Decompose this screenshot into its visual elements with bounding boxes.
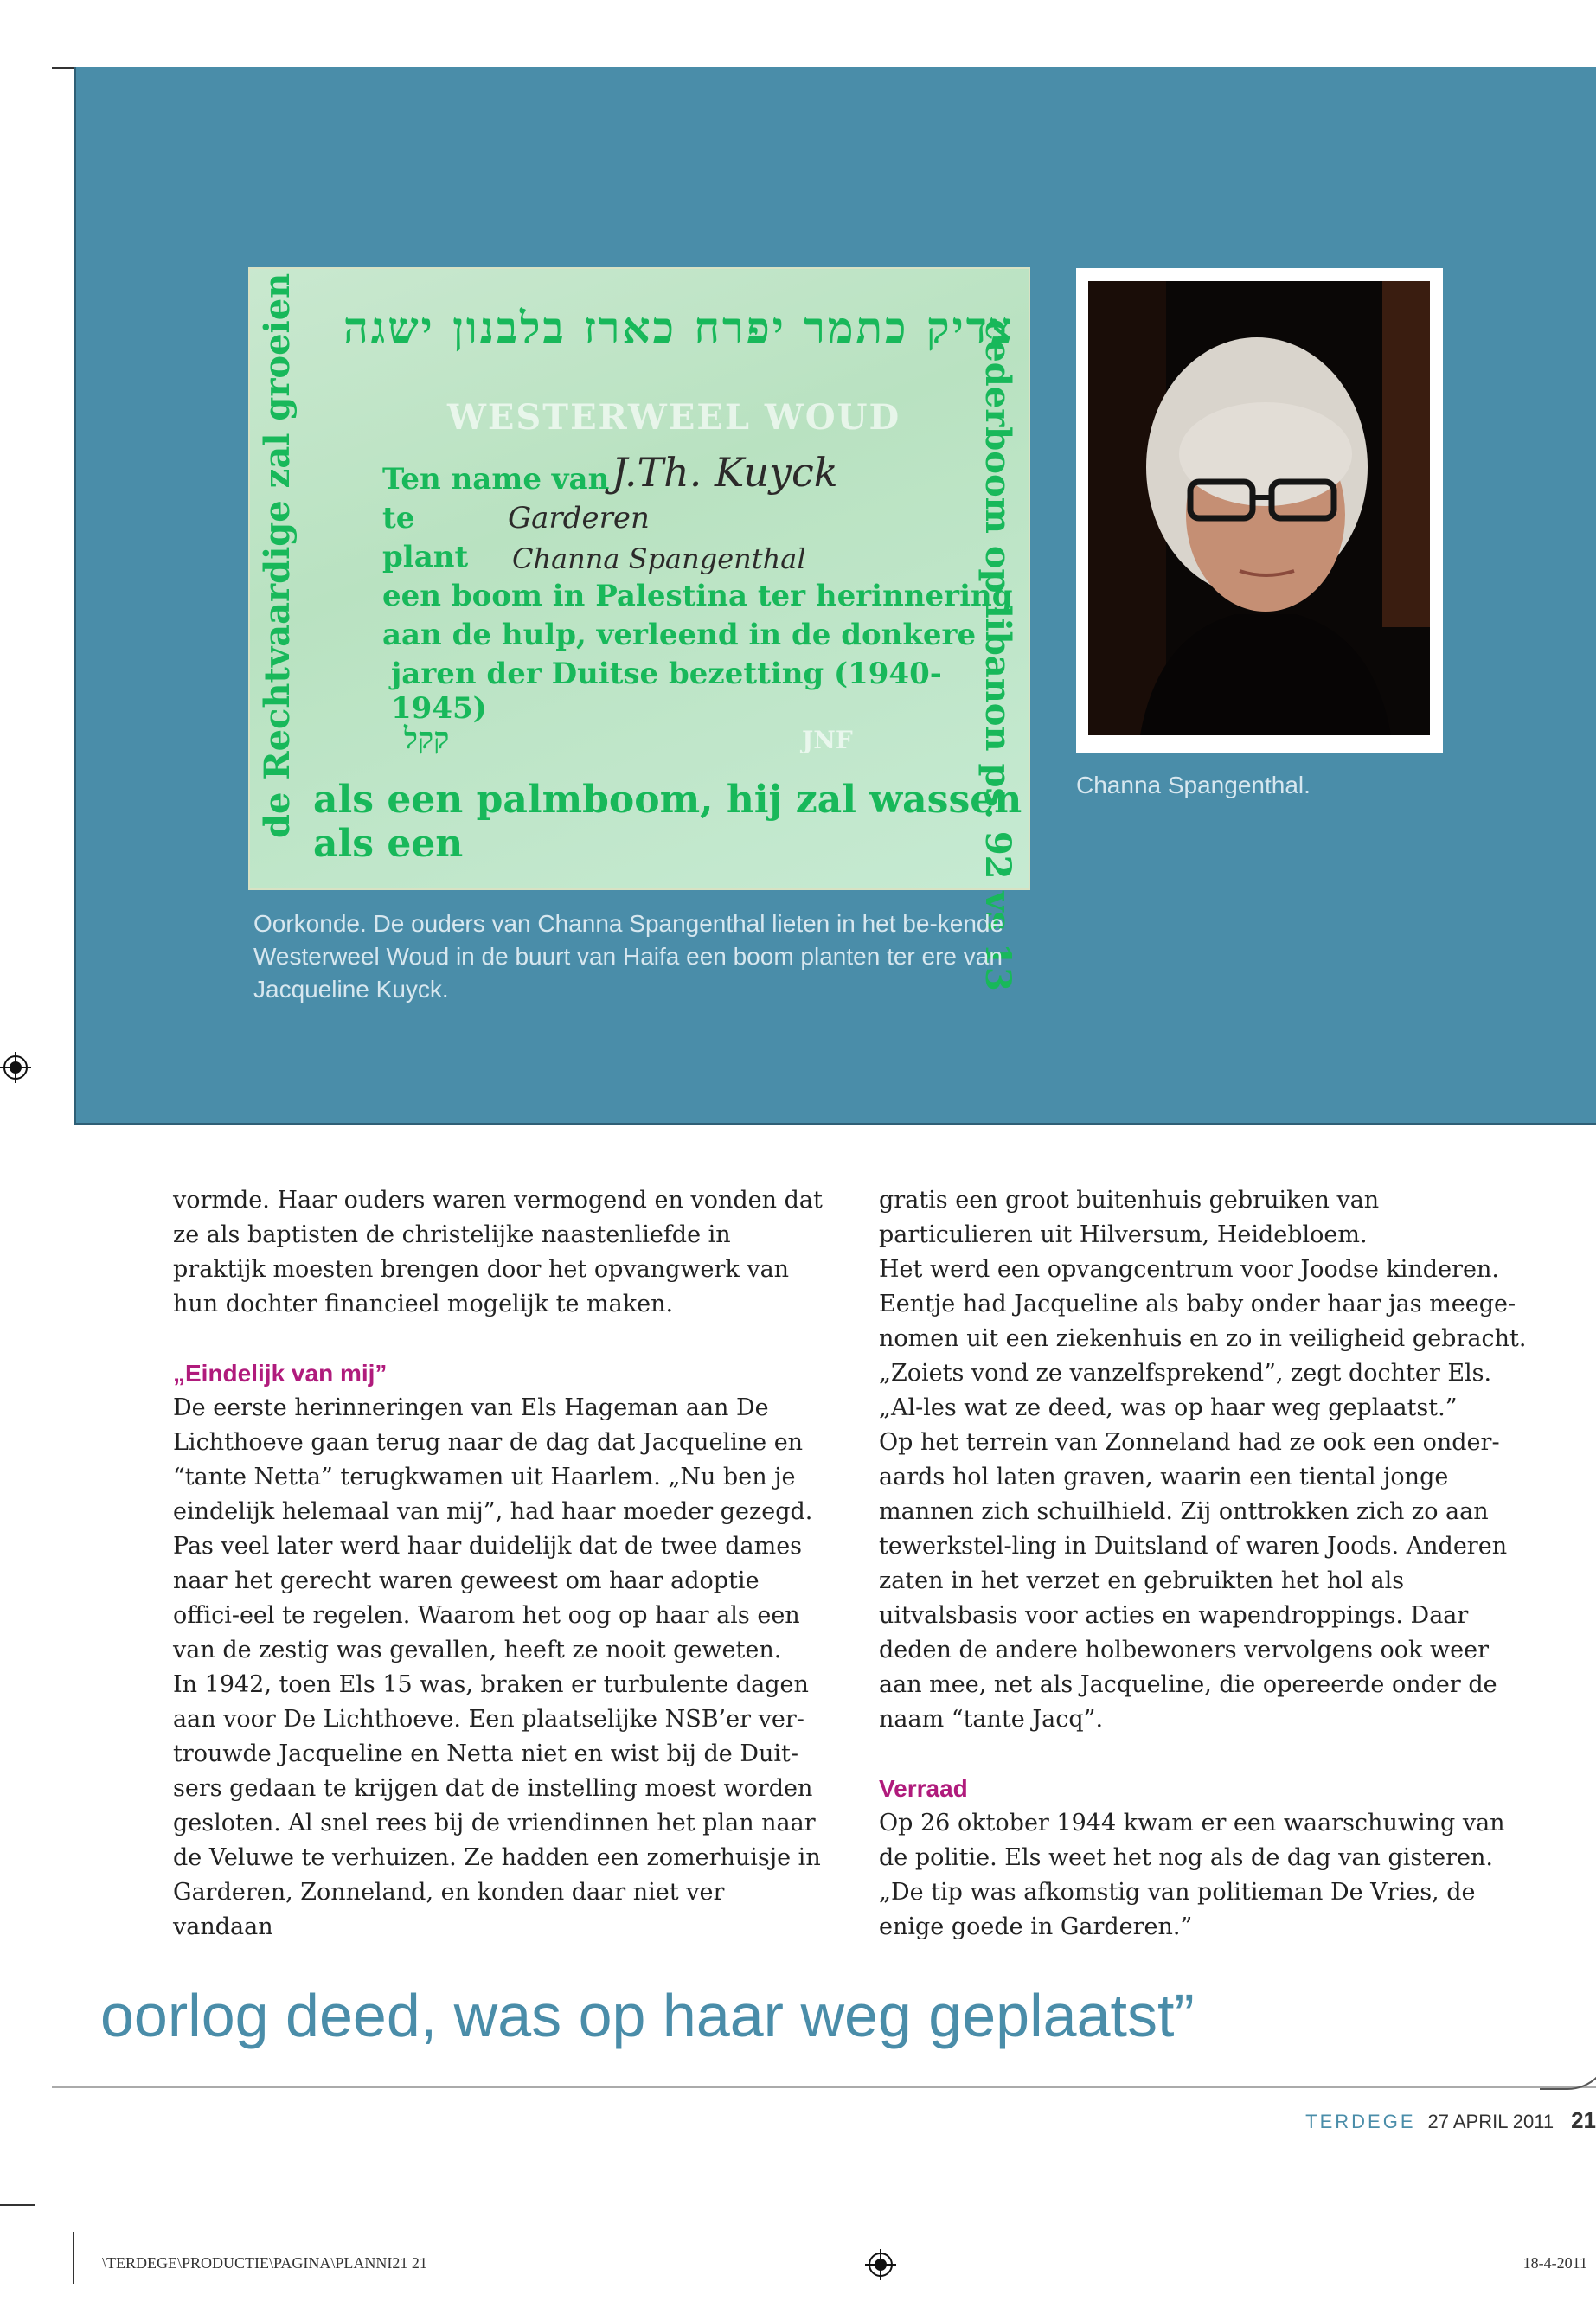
- portrait-caption: Channa Spangenthal.: [1076, 772, 1311, 798]
- certificate-watermark: WESTERWEEL WOUD: [447, 397, 901, 438]
- crop-mark-bottom-left: [0, 2204, 35, 2206]
- certificate-caption: Oorkonde. De ouders van Channa Spangenthal lieten in het be-kende Westerweel Woud in de buurt van Haifa een boom planten ter ere van Jacqueline Kuyck.: [253, 910, 1004, 1003]
- registration-mark-icon: [865, 2249, 896, 2280]
- folio-page-number: 21: [1571, 2107, 1596, 2133]
- certificate-value-name: J.Th. Kuyck: [612, 449, 838, 496]
- paragraph: gratis een groot buitenhuis gebruiken van particulieren uit Hilversum, Heidebloem.: [879, 1187, 1380, 1248]
- registration-mark-icon: [0, 1052, 31, 1083]
- certificate-jnf-mark: JNF: [802, 726, 853, 754]
- certificate-bottom-verse: als een palmboom, hij zal wassen als een: [313, 778, 1022, 866]
- portrait-frame: [1076, 268, 1443, 753]
- certificate-left-border-text: de Rechtvaardige zal groeien: [257, 272, 298, 838]
- slug-date: 18-4-2011: [1522, 2254, 1587, 2272]
- subheading: „Eindelijk van mij”: [173, 1360, 388, 1387]
- article-column-left: [173, 1183, 830, 1945]
- certificate-hebrew-initials: קקל: [404, 721, 450, 756]
- certificate-label-place: te: [382, 501, 415, 535]
- paragraph: In 1942, toen Els 15 was, braken er turbulente dagen aan voor De Lichthoeve. Een plaatselijke NSB’er ver-trouwde Jacqueline en Netta niet en wist bij de Duit-sers gedaan te krijgen dat de instelling moest worden gesloten. Al snel rees bij de vriendinnen het plan naar de Veluwe te verhuizen. Ze hadden een zomerhuisje in Garderen, Zonneland, en konden daar niet ver vandaan: [173, 1671, 821, 1940]
- paragraph: Op het terrein van Zonneland had ze ook een onder-aards hol laten graven, waarin een tiental jonge mannen zich schuilhield. Zij onttrokken zich zo aan tewerkstel-ling in Duitsland of waren Joods. Anderen zaten in het verzet en gebruikten het hol als uitvalsbasis voor acties en wapendroppings. Daar deden de andere holbewoners vervolgens ook weer aan mee, net als Jacqueline, die opereerde onder de naam “tante Jacq”.: [879, 1429, 1508, 1733]
- certificate-label-plant: plant: [382, 540, 469, 574]
- certificate-line-help: aan de hulp, verleend in de donkere: [382, 618, 977, 652]
- crop-mark-bottom-vertical: [73, 2232, 74, 2284]
- folio: [1305, 2107, 1596, 2134]
- slug-file-path: \TERDEGE\PRODUCTIE\PAGINA\PLANNI21 21: [102, 2254, 427, 2272]
- certificate-right-border-text: cederboom op libanon ps. 92 vs 13: [977, 319, 1018, 991]
- portrait-photo: [1088, 281, 1430, 735]
- paragraph: De eerste herinneringen van Els Hageman aan De Lichthoeve gaan terug naar de dag dat Jacqueline en “tante Netta” terugkwamen uit Haarlem. „Nu ben je eindelijk helemaal van mij”, had haar moeder gezegd. Pas veel later werd haar duidelijk dat de twee dames naar het gerecht waren geweest om haar adoptie offici-eel te regelen. Waarom het oog op haar als een van de zestig was gevallen, heeft ze nooit geweten.: [173, 1394, 813, 1663]
- folio-date: 27 APRIL 2011: [1427, 2111, 1554, 2132]
- certificate-hebrew-verse: צדיק כתמר יפרח כארז בלבנון ישגה: [343, 302, 1015, 353]
- subheading: Verraad: [879, 1775, 968, 1802]
- certificate-line-tree: een boom in Palestina ter herinnering: [382, 579, 1013, 613]
- paragraph: Het werd een opvangcentrum voor Joodse kinderen. Eentje had Jacqueline als baby onder haar jas meege-nomen uit een ziekenhuis en zo in veiligheid gebracht. „Zoiets vond ze vanzelfsprekend”, zegt dochter Els. „Al-les wat ze deed, was op haar weg geplaatst.”: [879, 1256, 1527, 1421]
- certificate-line-years: jaren der Duitse bezetting (1940-1945): [391, 657, 942, 726]
- pull-quote: oorlog deed, was op haar weg geplaatst”: [100, 1982, 1195, 2049]
- folio-magazine: TERDEGE: [1305, 2111, 1416, 2132]
- page-corner-bottom: [1540, 2041, 1596, 2090]
- certificate-label-name: Ten name van: [382, 462, 610, 497]
- certificate-value-place: Garderen: [508, 501, 650, 535]
- paragraph: Op 26 oktober 1944 kwam er een waarschuwing van de politie. Els weet het nog als de dag van gisteren. „De tip was afkomstig van politieman De Vries, de enige goede in Garderen.”: [879, 1810, 1505, 1940]
- certificate-value-plant: Channa Spangenthal: [512, 542, 806, 575]
- footer-rule: [52, 2086, 1596, 2088]
- paragraph: vormde. Haar ouders waren vermogend en vonden dat ze als baptisten de christelijke naastenliefde in praktijk moesten brengen door het opvangwerk van hun dochter financieel mogelijk te maken.: [173, 1187, 823, 1317]
- crop-mark-top-left: [52, 67, 76, 69]
- article-column-right: [879, 1183, 1536, 1945]
